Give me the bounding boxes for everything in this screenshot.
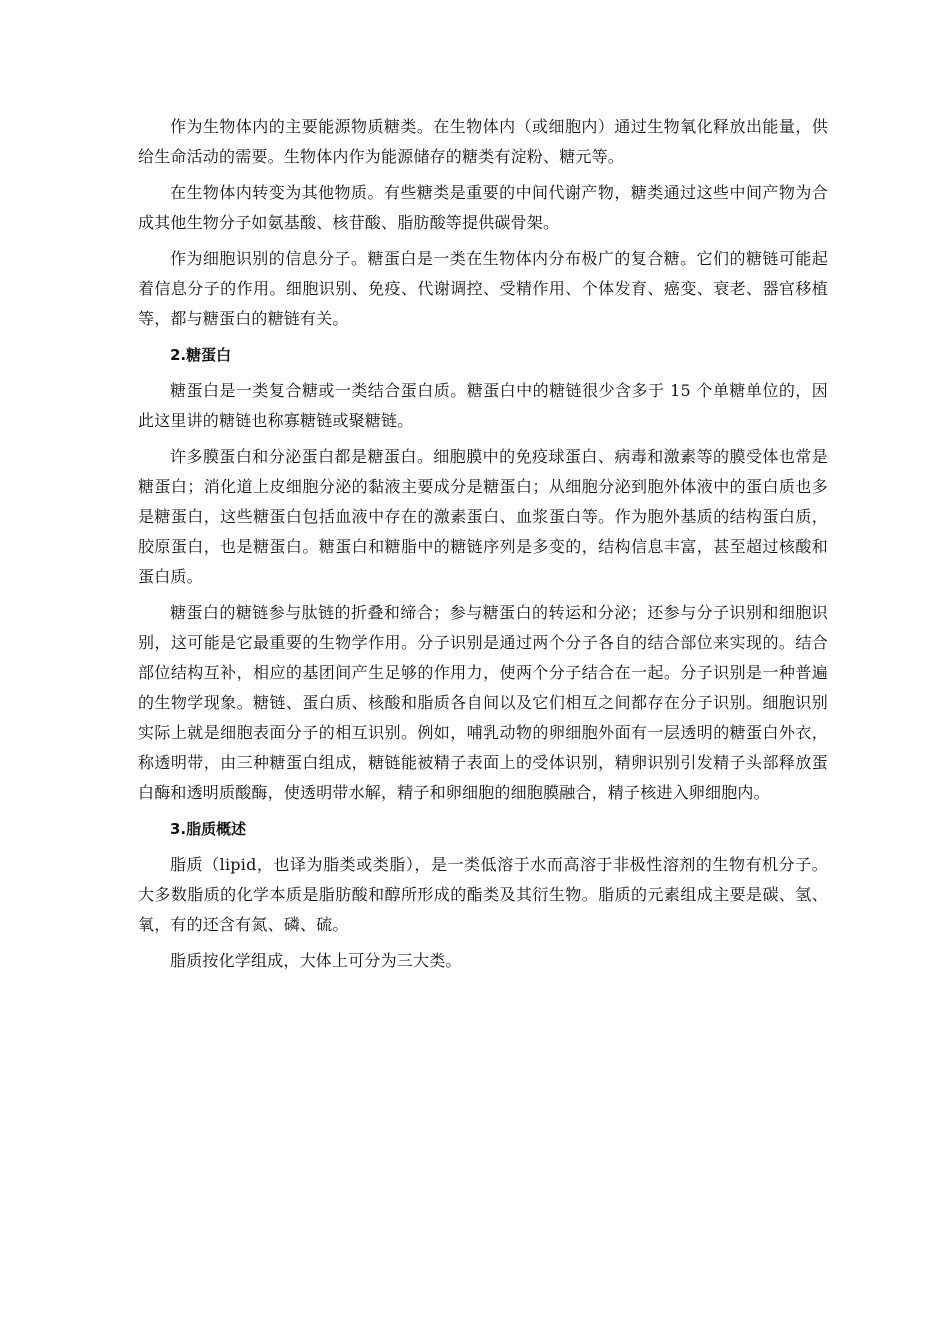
paragraph-lipid-definition: 脂质（lipid，也译为脂类或类脂），是一类低溶于水而高溶于非极性溶剂的生物有机分子。大多数脂质的化学本质是脂肪酸和醇所形成的酯类及其衍生物。脂质的元素组成主要是碳、氢、氧，有的还含有氮、磷、硫。: [138, 855, 828, 934]
section-heading-glycoprotein: 2.糖蛋白: [170, 346, 232, 364]
paragraph-conversion: 在生物体内转变为其他物质。有些糖类是重要的中间代谢产物，糖类通过这些中间产物为合成其他生物分子如氨基酸、核苷酸、脂肪酸等提供碳骨架。: [138, 183, 828, 232]
paragraph-cell-recognition: 作为细胞识别的信息分子。糖蛋白是一类在生物体内分布极广的复合糖。它们的糖链可能起着信息分子的作用。细胞识别、免疫、代谢调控、受精作用、个体发育、癌变、衰老、器官移植等，都与糖蛋白的糖链有关。: [138, 249, 828, 328]
paragraph-lipid-classes: 脂质按化学组成，大体上可分为三大类。: [170, 951, 462, 970]
paragraph-glycoprotein-definition: 糖蛋白是一类复合糖或一类结合蛋白质。糖蛋白中的糖链很少含多于 15 个单糖单位的，因此这里讲的糖链也称寡糖链或聚糖链。: [138, 381, 828, 430]
paragraph-energy-source: 作为生物体内的主要能源物质糖类。在生物体内（或细胞内）通过生物氧化释放出能量，供给生命活动的需要。生物体内作为能源储存的糖类有淀粉、糖元等。: [138, 117, 828, 166]
paragraph-membrane-proteins: 许多膜蛋白和分泌蛋白都是糖蛋白。细胞膜中的免疫球蛋白、病毒和激素等的膜受体也常是糖蛋白；消化道上皮细胞分泌的黏液主要成分是糖蛋白；从细胞分泌到胞外体液中的蛋白质也多是糖蛋白，这些糖蛋白包括血液中存在的激素蛋白、血浆蛋白等。作为胞外基质的结构蛋白质，胶原蛋白，也是糖蛋白。糖蛋白和糖脂中的糖链序列是多变的，结构信息丰富，甚至超过核酸和蛋白质。: [138, 447, 828, 586]
paragraph-molecular-recognition: 糖蛋白的糖链参与肽链的折叠和缔合；参与糖蛋白的转运和分泌；还参与分子识别和细胞识别，这可能是它最重要的生物学作用。分子识别是通过两个分子各自的结合部位来实现的。结合部位结构互补，相应的基团间产生足够的作用力，使两个分子结合在一起。分子识别是一种普遍的生物学现象。糖链、蛋白质、核酸和脂质各自间以及它们相互之间都存在分子识别。细胞识别实际上就是细胞表面分子的相互识别。例如，哺乳动物的卵细胞外面有一层透明的糖蛋白外衣，称透明带，由三种糖蛋白组成，糖链能被精子表面上的受体识别，精卵识别引发精子头部释放蛋白酶和透明质酸酶，使透明带水解，精子和卵细胞的细胞膜融合，精子核进入卵细胞内。: [138, 603, 828, 802]
document-page: [138, 112, 828, 982]
section-heading-lipid-overview: 3.脂质概述: [170, 820, 247, 838]
